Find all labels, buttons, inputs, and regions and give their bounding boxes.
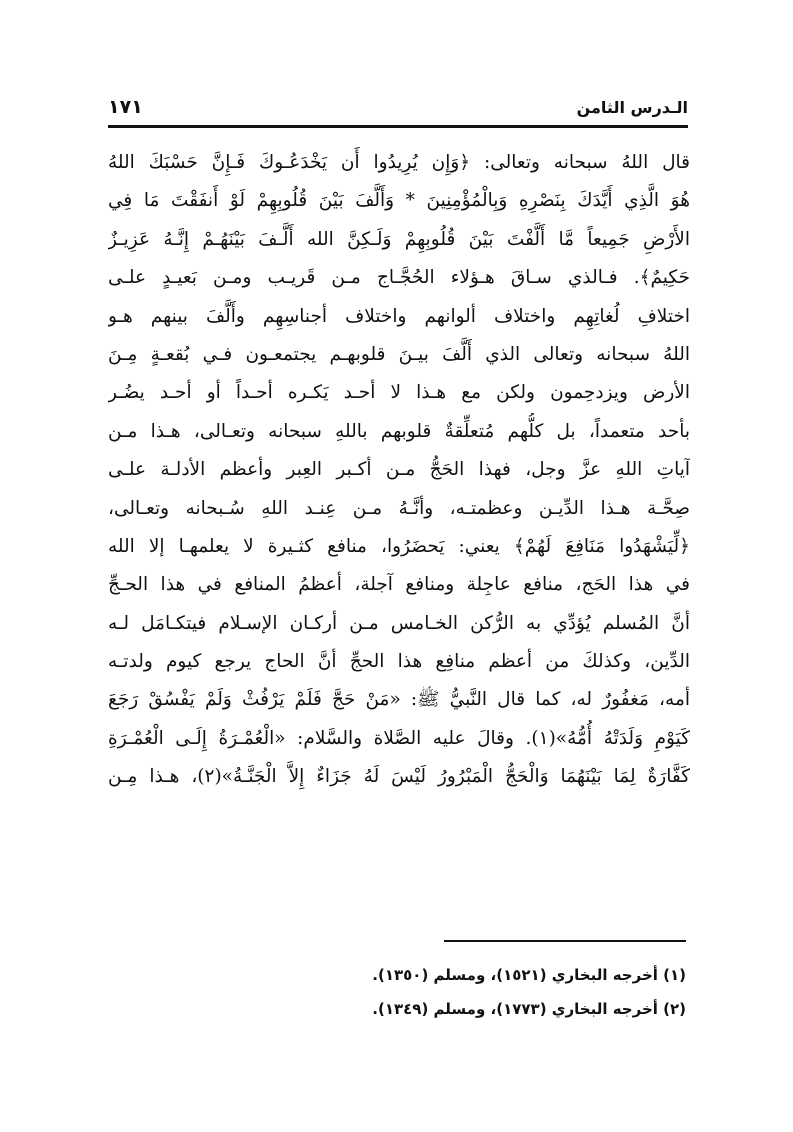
footnote-1: (١) أخرجه البخاري (١٥٢١)، ومسلم (١٣٥٠). bbox=[372, 966, 686, 984]
body-line: بأحد متعمداً، بل كلُّهم مُتعلِّقةٌ قلوبهم باللهِ سبحانه وتعـالى، هـذا مـن bbox=[108, 420, 690, 442]
footnote-divider bbox=[444, 940, 686, 942]
body-line: قال اللهُ سبحانه وتعالى: ﴿وَإِن يُرِيدُوا أَن يَخْدَعُـوكَ فَـإِنَّ حَسْبَكَ اللهُ bbox=[108, 152, 690, 173]
body-line: أمه، مَغفُورٌ له، كما قال النَّبيُّ ﷺ: «مَنْ حَجَّ فَلَمْ يَرْفُثْ وَلَمْ يَفْسُقْ رَجَعَ bbox=[108, 689, 690, 711]
body-line: اختلافِ لُغاتِهِم واختلاف ألوانهم واختلاف أجناسِهِم وأَلَّفَ بينهم هـو bbox=[108, 305, 690, 327]
body-line: الدِّين، وكذلكَ من أعظم منافِع هذا الحجِّ أنَّ الحاج يرجع كيوم ولدتـه bbox=[108, 651, 690, 673]
body-text bbox=[108, 144, 690, 797]
body-line: حَكِيمٌ﴾. فـالذي سـاقَ هـؤلاء الحُجَّـاج مـن قَريـب ومـن بَعيـدٍ علـى bbox=[108, 267, 690, 289]
running-header bbox=[108, 96, 688, 122]
footnote-2: (٢) أخرجه البخاري (١٧٧٣)، ومسلم (١٣٤٩). bbox=[372, 1000, 686, 1018]
page-number: ١٧١ bbox=[108, 96, 143, 118]
body-line: الأرض ويزدحِمون ولكن مع هـذا لا أحـد يَكـره أحـداً أو أحـد يضُـر bbox=[108, 382, 690, 404]
body-line: صِحَّـة هـذا الدِّيـن وعظمتـه، وأنَّـهُ مـن عِنـد اللهِ سُـبحانه وتعـالى، bbox=[108, 497, 690, 519]
chapter-title: الـدرس الثامن bbox=[576, 98, 688, 117]
body-line: كَيَوْمِ وَلَدَتْهُ أُمُّهُ»(١). وقالَ عليه الصَّلاة والسَّلام: «الْعُمْـرَةُ إِلَـى الْعُمْـرَةِ bbox=[108, 727, 690, 749]
header-divider bbox=[108, 125, 688, 128]
body-line: كَفَّارَةٌ لِمَا بَيْنَهُمَا وَالْحَجُّ الْمَبْرُورُ لَيْسَ لَهُ جَزَاءٌ إِلاَّ الْجَنَّـةُ»(٢)، هـذا مِـن bbox=[108, 766, 690, 788]
footnotes bbox=[300, 958, 686, 1026]
body-line: أنَّ المُسلم يُؤدِّي به الرُّكن الخـامس مـن أركـان الإسـلام فيتكـامَل لـه bbox=[108, 612, 690, 634]
body-line: آياتِ اللهِ عزَّ وجل، فهذا الحَجُّ مـن أكـبر العِبر وأعظم الأدلـة علـى bbox=[108, 459, 690, 481]
body-line: هُوَ الَّذِي أَيَّدَكَ بِنَصْرِهِ وَبِالْمُؤْمِنِينَ * وَأَلَّفَ بَيْنَ قُلُوبِهِمْ لَوْ أَنفَقْتَ مَا فِي bbox=[108, 190, 690, 212]
body-line: الأَرْضِ جَمِيعاً مَّا أَلَّفْتَ بَيْنَ قُلُوبِهِمْ وَلَـكِنَّ الله أَلَّـفَ بَيْنَهُـمْ إِنَّـهُ عَزِيـزٌ bbox=[108, 228, 690, 250]
body-line: في هذا الحَج، منافع عاجِلة ومنافع آجلة، أعظمُ المنافع في هذا الحـجِّ bbox=[108, 574, 690, 596]
body-line: اللهُ سبحانه وتعالى الذي أَلَّفَ بيـنَ قلوبهـم يجتمعـون فـي بُقعـةٍ مِـنَ bbox=[108, 343, 690, 365]
body-line: ﴿لِّيَشْهَدُوا مَنَافِعَ لَهُمْ﴾ يعني: يَحضَرُوا، منافع كثـيرة لا يعلمهـا إلا الله bbox=[108, 535, 690, 557]
